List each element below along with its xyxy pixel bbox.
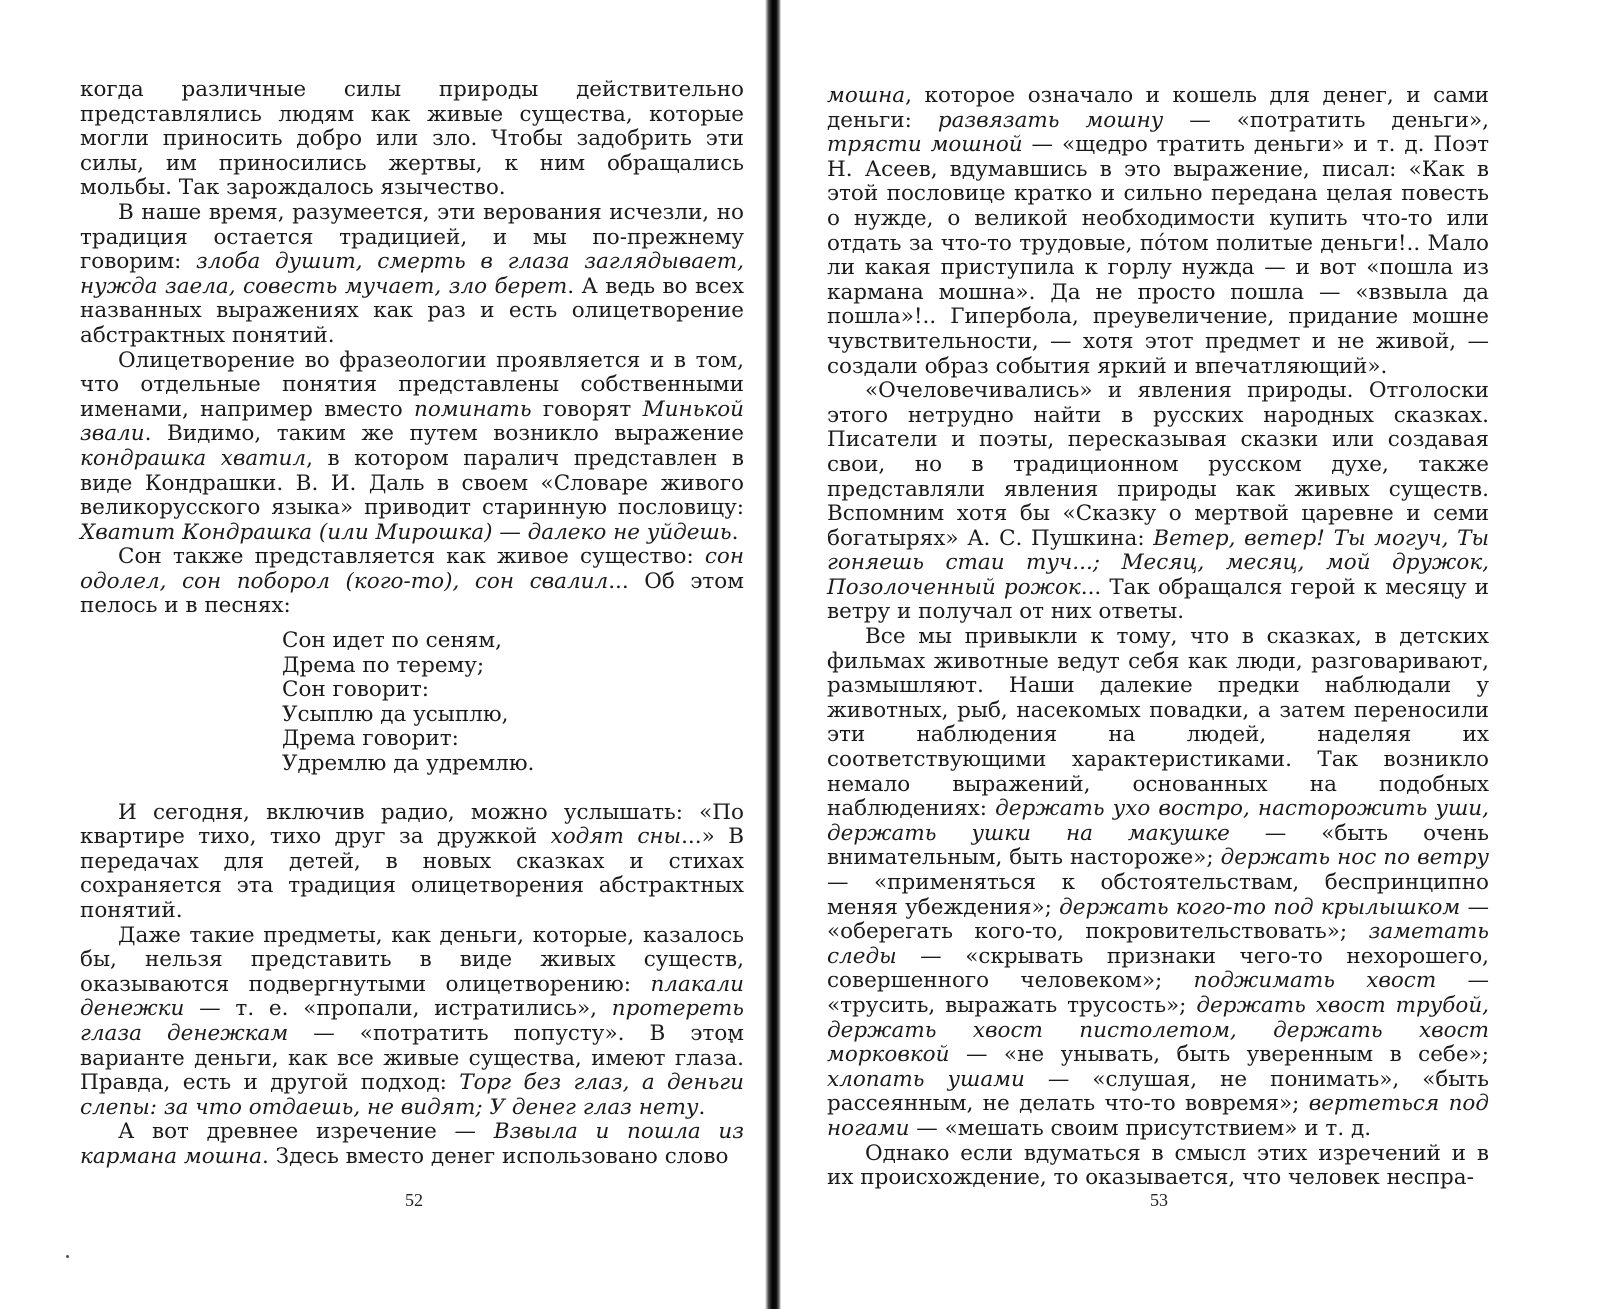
poem-line: Сон идет по сеням, bbox=[282, 628, 502, 654]
paragraph: Даже такие предметы, как деньги, которые, казалось бы, нельзя представить в виде живых существ, оказываются подвергнутыми олицетворению: плакали денежки — т. е. «пропали, истратились», протереть глаза денежкам — «потратить попусту». В этом варианте деньги, как все живые существа, имеют глаза. Правда, есть и другой подход: Торг без глаз, а деньги слепы: за что отдаешь, не видят; У денег глаз нету. bbox=[80, 922, 744, 1120]
paragraph: Все мы привыкли к тому, что в сказках, в детских фильмах животные ведут себя как люди, разговаривают, размышляют. Наши далекие предки наблюдали у животных, рыб, насекомых повадки, а затем переносили эти наблюдения на людей, наделяя их соответствующими характеристиками. Так возникло немало выражений, основанных на подобных наблюдениях: держать ухо востро, насторожить уши, держать ушки на макушке — «быть очень внимательным, быть настороже»; держать нос по ветру — «применяться к обстоятельствам, беспринципно меняя убеждения»; держать кого-то под крылышком — «оберегать кого-то, покровительствовать»; заметать следы — «скрывать признаки чего-то нехорошего, совершенного человеком»; поджимать хвост — «трусить, выражать трусость»; держать хвост трубой, держать хвост пистолетом, держать хвост морковкой — «не унывать, быть уверенным в себе»; хлопать ушами — «слушая, не понимать», «быть рассеянным, не делать что-то вовремя»; вертеться под ногами — «мешать своим присутствием» и т. д. bbox=[827, 624, 1489, 1141]
book-spine-shadow bbox=[765, 0, 781, 1309]
poem-line: Дрема по терему; bbox=[282, 652, 485, 678]
paragraph: «Очеловечивались» и явления природы. Отголоски этого нетрудно найти в русских народных сказках. Писатели и поэты, пересказывая сказки или создавая свои, но в традиционном русском духе, также представляли явления природы как живых существ. Вспомним хотя бы «Сказку о мертвой царевне и семи богатырях» А. С. Пушкина: Ветер, ветер! Ты могуч, Ты гоняешь стаи туч...; Месяц, месяц, мой дружок, Позолоченный рожок... Так обращался герой к месяцу и ветру и получал от них ответы. bbox=[827, 378, 1490, 625]
paragraph: Олицетворение во фразеологии проявляется и в том, что отдельные понятия представлены собственными именами, например вместо поминать говорят Минькой звали. Видимо, таким же путем возникло выражение кондрашка хватил, в котором паралич представлен в виде Кондрашки. В. И. Даль в своем «Словаре живого великорусского языка» приводит старинную пословицу: Хватит Кондрашка (или Мирошка) — далеко не уйдешь. bbox=[80, 347, 744, 545]
scan-speck bbox=[66, 1255, 69, 1258]
paragraph: когда различные силы природы действительно представлялись людям как живые существа, которые могли приносить добро или зло. Чтобы задобрить эти силы, им приносились жертвы, к ним обращались мольбы. Так зарождалось язычество. bbox=[80, 77, 744, 201]
right-page bbox=[827, 84, 1489, 1191]
poem-line: Сон говорит: bbox=[282, 677, 430, 703]
poem-line: Удремлю да удремлю. bbox=[282, 751, 535, 777]
poem-line: Усыплю да усыплю, bbox=[282, 701, 509, 727]
paragraph: Сон также представляется как живое существо: сон одолел, сон поборол (кого-то), сон свалил... Об этом пелось и в песнях: bbox=[80, 544, 744, 619]
paragraph: И сегодня, включив радио, можно услышать: «По квартире тихо, тихо друг за дружкой ходят сны...» В передачах для детей, в новых сказках и стихах сохраняется эта традиция олицетворения абстрактных понятий. bbox=[80, 799, 744, 923]
paragraph: В наше время, разумеется, эти верования исчезли, но традиция остается традицией, и мы по-прежнему говорим: злоба душит, смерть в глаза заглядывает, нужда заела, совесть мучает, зло берет. А ведь во всех названных выражениях как раз и есть олицетворение абстрактных понятий. bbox=[80, 199, 744, 348]
paragraph: Однако если вдуматься в смысл этих изречений и в их происхождение, то оказывается, что человек неспра- bbox=[827, 1140, 1489, 1191]
poem-quote bbox=[80, 629, 744, 777]
paragraph: мошна, которое означало и кошель для денег, и сами деньги: развязать мошну — «потратить деньги», трясти мошной — «щедро тратить деньги» и т. д. Поэт Н. Асеев, вдумавшись в это выражение, писал: «Как в этой пословице кратко и сильно передана целая повесть о нужде, о великой необходимости купить что-то или отдать за что-то трудовые, пóтом политые деньги!.. Мало ли какая приступила к горлу нужда — и вот «пошла из кармана мошна». Да не просто пошла — «взвыла да пошла»!.. Гипербола, преувеличение, придание мошне чувствительности, — хотя этот предмет и не живой, — создали образ события яркий и впечатляющий». bbox=[827, 83, 1489, 379]
poem-line: Дрема говорит: bbox=[282, 726, 459, 752]
left-page bbox=[80, 78, 744, 1170]
page-number-right: 53 bbox=[1150, 1190, 1168, 1210]
paragraph: А вот древнее изречение — Взвыла и пошла из кармана мошна. Здесь вместо денег использовано слово bbox=[80, 1119, 744, 1169]
page-number-left: 52 bbox=[405, 1190, 423, 1210]
